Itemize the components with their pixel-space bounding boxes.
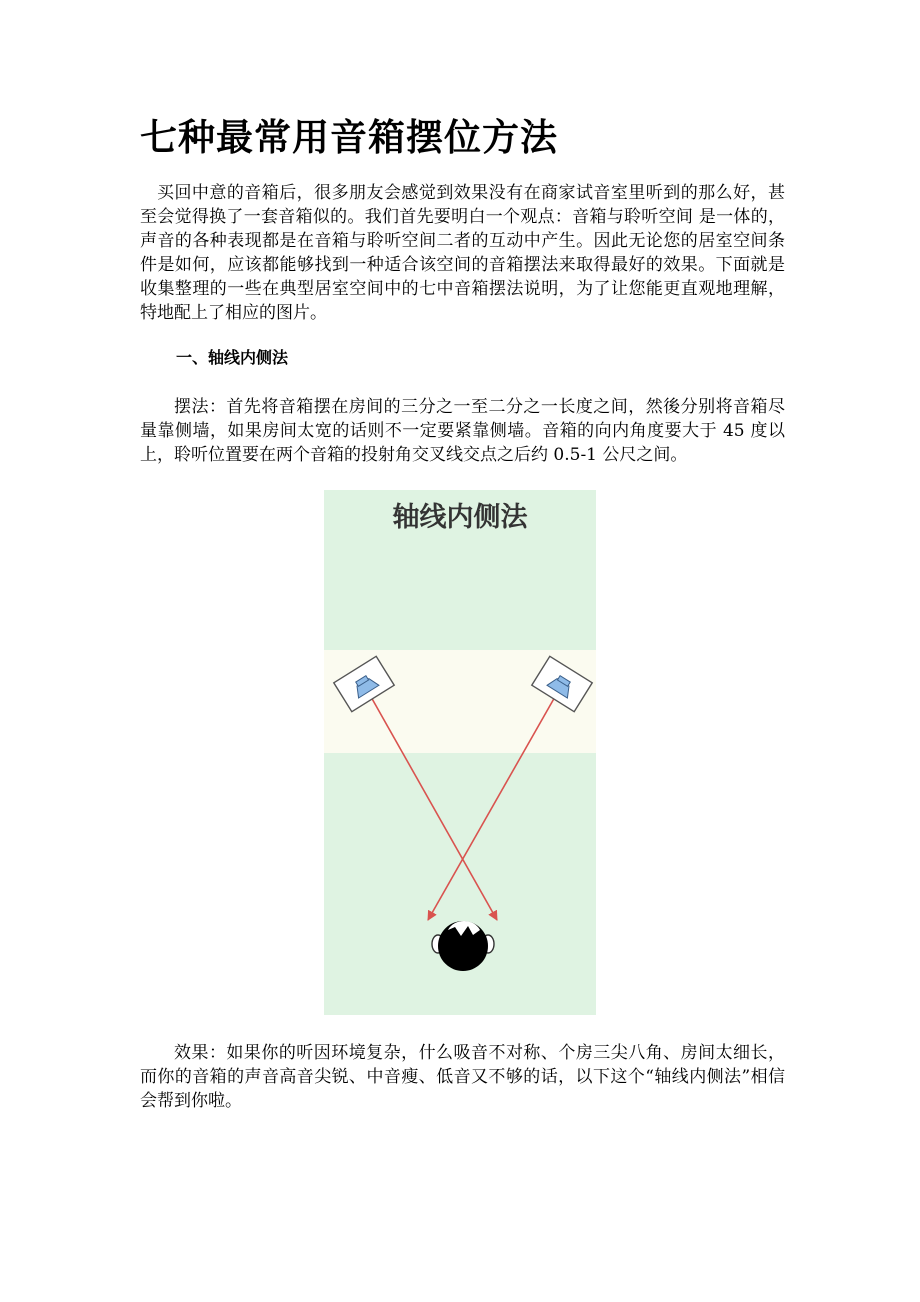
page-title: 七种最常用音箱摆位方法 (140, 115, 558, 159)
effect-paragraph: 效果：如果你的听因环境复杂，什么吸音不对称、个房三尖八角、房间太细长，而你的音箱的声音高音尖锐、中音瘦、低音又不够的话，以下这个“轴线内侧法”相信会帮到你啦。 (140, 1043, 785, 1111)
method-paragraph: 摆法：首先将音箱摆在房间的三分之一至二分之一长度之间，然後分别将音箱尽量靠侧墙，如果房间太宽的话则不一定要紧靠侧墙。音箱的向内角度要大于 45 度以上，聆听位置要在两个音箱的投射角交叉线交点之后约 0.5-1 公尺之间。 (140, 397, 785, 465)
placement-figure (324, 490, 596, 1015)
intro-paragraph: 买回中意的音箱后，很多朋友会感觉到效果没有在商家试音室里听到的那么好，甚至会觉得换了一套音箱似的。我们首先要明白一个观点：音箱与聆听空间 是一体的，声音的各种表现都是在音箱与聆听空间二者的互动中产生。因此无论您的居室空间条件是如何，应该都能够找到一种适合该空间的音箱摆法来取得最好的效果。下面就是收集整理的一些在典型居室空间中的七中音箱摆法说明，为了让您能更直观地理解，特地配上了相应的图片。 (140, 183, 785, 323)
placement-diagram (324, 490, 596, 1015)
figure-title: 轴线内侧法 (392, 502, 528, 533)
section-heading: 一、轴线内侧法 (176, 348, 289, 367)
